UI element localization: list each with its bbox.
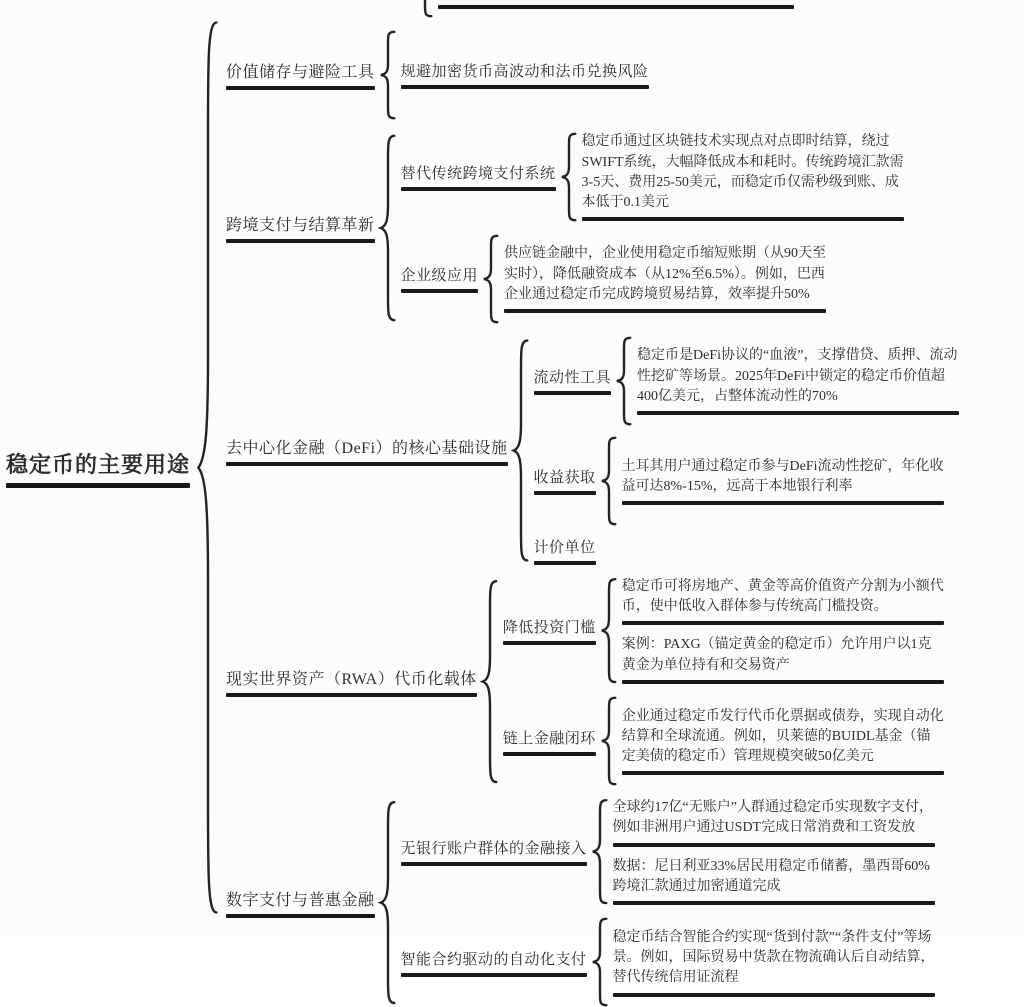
root-underline (6, 483, 190, 488)
cross-border-children (401, 132, 904, 324)
subbranch-label-node (401, 264, 479, 293)
detail-text: 数据：尼日利亚33%居民用稳定币储蓄，墨西哥60%跨境汇款通过加密通道完成 (612, 858, 930, 894)
brace-icon (600, 577, 618, 684)
branch-label: 价值储存与避险工具 (226, 64, 375, 82)
branch-rwa (226, 577, 1018, 786)
underline (613, 993, 935, 997)
lower-threshold-texts (622, 577, 944, 684)
branch-label: 现实世界资产（RWA）代币化载体 (226, 670, 477, 688)
branch-defi-node (226, 435, 508, 466)
root-label: 稳定币的主要用途 (6, 451, 191, 477)
brace-icon (615, 336, 633, 426)
branch-rwa-node (226, 666, 477, 697)
underline (622, 771, 944, 775)
subbranch-label-node (534, 366, 612, 395)
underline (226, 462, 508, 466)
subbranch-label-node (401, 837, 587, 866)
underline (226, 86, 375, 90)
underline (534, 561, 596, 565)
brace-icon (416, 0, 434, 18)
subbranch-onchain-loop (503, 696, 944, 786)
brace-icon (512, 336, 530, 565)
detail-text-node (622, 457, 944, 506)
detail-text: 土耳其用户通过稳定币参与DeFi流动性挖矿，年化收益可达8%-15%，远高于本地银行利率 (621, 458, 944, 494)
brace-icon (600, 696, 618, 786)
underline (226, 914, 375, 918)
underline (622, 680, 944, 684)
detail-text: 全球约17亿“无账户”人群通过稳定币实现数字支付，例如非洲用户通过USDT完成日常消费和工资发放 (612, 800, 933, 836)
branch-cross-border (226, 132, 1018, 324)
subbranch-unbanked (401, 798, 935, 905)
crypto-trading-list (438, 0, 794, 9)
underline (226, 693, 477, 697)
underline (401, 973, 587, 977)
value-store-child-node (401, 60, 649, 89)
brace-icon (560, 132, 578, 222)
brace-icon (481, 577, 499, 786)
subbranch-liquidity (534, 336, 960, 426)
detail-text: 稳定币结合智能合约实现“货到付款”“条件支付”等场景。例如，国际贸易中货款在物流确认后自动结算，替代传统信用证流程 (612, 929, 935, 986)
subbranch-enterprise (401, 234, 904, 324)
underline (401, 862, 587, 866)
underline (622, 501, 944, 505)
subbranch-label-node (401, 162, 556, 191)
subbranch-label: 收益获取 (533, 470, 596, 487)
detail-text: 稳定币是DeFi协议的“血液”，支撑借贷、质押、流动性挖矿等场景。2025年DeFi中锁定的稳定币价值超400亿美元，占整体流动性的70% (637, 348, 958, 404)
detail-text-node (613, 928, 935, 997)
detail-text: 稳定币通过区块链技术实现点对点即时结算，绕过SWIFT系统，大幅降低成本和耗时。传统跨境汇款需3-5天、费用25-50美元，而稳定币仅需秒级到账、成本低于0.1美元 (581, 134, 904, 211)
branch-cross-border-node (226, 212, 375, 243)
subbranch-label-node (534, 466, 596, 495)
root-node (6, 448, 190, 488)
branch-digital-payments (226, 798, 1018, 1007)
branch-label: 跨境支付与结算革新 (226, 217, 375, 235)
branches-column (226, 0, 1018, 1007)
detail-text: 供应链金融中，企业使用稳定币缩短账期（从90天至实时），降低融资成本（从12%至6.5%）。例如，巴西企业通过稳定币完成跨境贸易结算，效率提升50% (504, 246, 827, 302)
subbranch-label-node (503, 727, 596, 756)
underline (401, 187, 556, 191)
subbranch-label: 智能合约驱动的自动化支付 (400, 951, 587, 968)
underline (503, 752, 596, 756)
detail-text-node (504, 244, 826, 313)
branch-defi (226, 336, 1018, 565)
branch-value-store-node (226, 59, 375, 90)
branch-label: 去中心化金融（DeFi）的核心基础设施 (226, 439, 508, 457)
branch-crypto-trading (226, 0, 1018, 18)
subbranch-label: 流动性工具 (533, 370, 612, 387)
brace-icon (600, 436, 618, 526)
subbranch-label: 降低投资门槛 (502, 619, 596, 636)
defi-children (534, 336, 960, 565)
underline (534, 491, 596, 495)
rwa-children (503, 577, 944, 786)
brace-icon (591, 798, 609, 905)
subbranch-label-node (401, 948, 587, 977)
underline (613, 843, 935, 847)
subbranch-unit-of-account (534, 536, 960, 565)
subbranch-smart-contract (401, 917, 935, 1007)
subbranch-yield (534, 436, 960, 526)
brace-icon (379, 132, 397, 324)
detail-text-node (613, 798, 935, 847)
underline (613, 901, 935, 905)
subbranch-label: 企业级应用 (400, 268, 479, 285)
brace-icon (379, 798, 397, 1007)
underline (637, 411, 959, 415)
underline (438, 5, 794, 9)
underline (226, 239, 375, 243)
underline (401, 289, 479, 293)
branch-value-store (226, 30, 1018, 120)
child-label: 规避加密货币高波动和法币兑换风险 (400, 64, 649, 81)
branch-digital-payments-node (226, 887, 375, 918)
subbranch-label: 计价单位 (533, 539, 596, 556)
subbranch-swift-replacement (401, 132, 904, 222)
underline (503, 641, 596, 645)
detail-text-node (622, 635, 944, 684)
underline (582, 217, 904, 221)
brace-icon (591, 917, 609, 1007)
underline (534, 391, 612, 395)
brace-icon (379, 30, 397, 120)
detail-text: 稳定币可将房地产、黄金等高价值资产分割为小额代币，使中低收入群体参与传统高门槛投资。 (621, 578, 944, 615)
detail-text-node (613, 857, 935, 906)
underline (504, 309, 826, 313)
detail-text-node (622, 577, 944, 626)
subbranch-label-node (534, 536, 596, 565)
underline (401, 85, 649, 89)
subbranch-label: 替代传统跨境支付系统 (400, 166, 556, 183)
detail-text: 案例：PAXG（锚定黄金的稳定币）允许用户以1克黄金为单位持有和交易资产 (621, 637, 932, 673)
digital-payments-children (401, 798, 935, 1007)
detail-text-node (637, 346, 959, 415)
detail-text-node (622, 707, 944, 776)
unbanked-texts (613, 798, 935, 905)
detail-text: 企业通过稳定币发行代币化票据或债券，实现自动化结算和全球流通。例如，贝莱德的BUIDL基金（锚定美债的稳定币）管理规模突破50亿美元 (621, 708, 944, 765)
underline (622, 621, 944, 625)
main-brace-icon (196, 4, 220, 931)
list-item-3 (438, 0, 794, 1)
brace-icon (482, 234, 500, 324)
subbranch-label: 链上金融闭环 (502, 730, 596, 747)
detail-text-node (582, 132, 904, 221)
subbranch-lower-threshold (503, 577, 944, 684)
subbranch-label-node (503, 616, 596, 645)
branch-label: 数字支付与普惠金融 (226, 892, 375, 910)
subbranch-label: 无银行账户群体的金融接入 (400, 841, 587, 858)
